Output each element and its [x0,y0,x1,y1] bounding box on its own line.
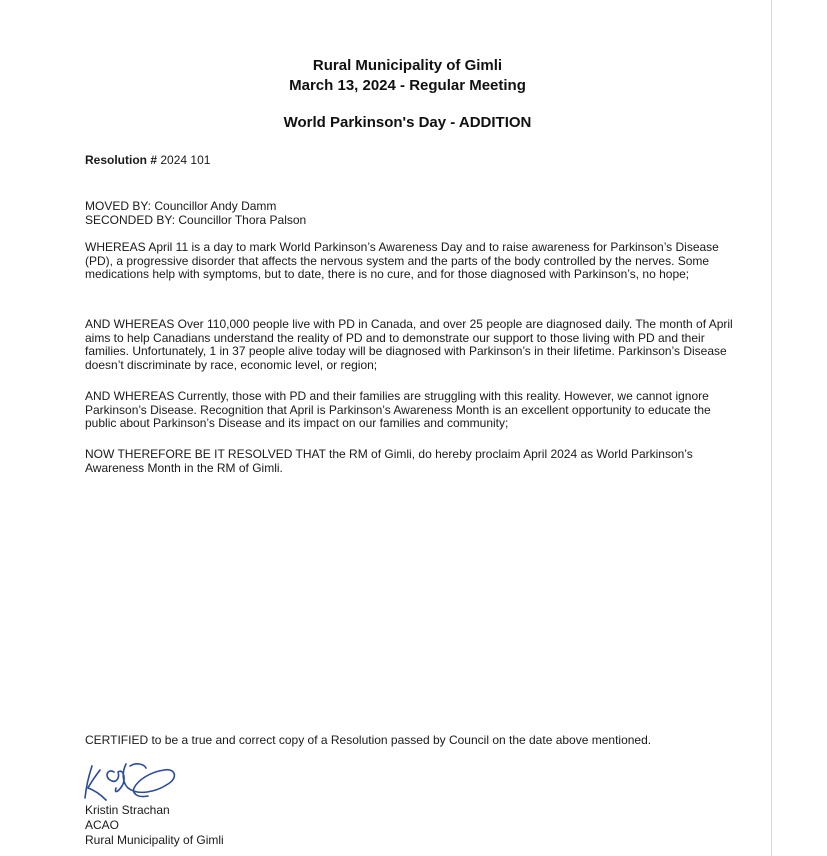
meeting-title: March 13, 2024 - Regular Meeting [289,77,526,94]
signatory-title: ACAO [85,818,120,832]
resolved-paragraph: NOW THEREFORE BE IT RESOLVED THAT the RM of Gimli, do hereby proclaim April 2024 as World Parkinson’s Awareness Month in the RM of Gimli. [85,447,693,475]
certification-statement: CERTIFIED to be a true and correct copy of a Resolution passed by Council on the date above mentioned. [85,733,652,747]
handwritten-signature [78,758,188,804]
resolution-number: 2024 101 [160,153,211,167]
municipality-title: Rural Municipality of Gimli [312,57,503,74]
signatory-name: Kristin Strachan [85,803,170,817]
resolution-label: Resolution # [85,153,158,167]
resolution-number-line [85,153,210,167]
seconded-by: SECONDED BY: Councillor Thora Palson [85,213,307,227]
whereas-paragraph-2: AND WHEREAS Over 110,000 people live with PD in Canada, and over 25 people are diagnosed daily. The month of April aims to help Canadians understand the reality of PD and to demonstrate our support to those living with PD and their families. Unfortunately, 1 in 37 people alive today will be diagnosed with Parkinson’s in their lifetime. Parkinson’s Disease doesn’t discriminate by race, economic level, or region; [85,317,733,372]
whereas-paragraph-3: AND WHEREAS Currently, those with PD and their families are struggling with this reality. However, we cannot ignore Parkinson’s Disease. Recognition that April is Parkinson’s Awareness Month is an excellent opportunity to educate the public about Parkinson’s Disease and its impact on our families and community; [85,389,711,431]
resolution-subject: World Parkinson's Day - ADDITION [283,114,532,131]
moved-by: MOVED BY: Councillor Andy Damm [85,199,277,213]
signatory-organization: Rural Municipality of Gimli [85,833,224,847]
whereas-paragraph-1: WHEREAS April 11 is a day to mark World Parkinson’s Awareness Day and to raise awareness for Parkinson’s Disease (PD), a progressive disorder that affects the nervous system and the parts of the body controlled by the nerves. Some medications help with symptoms, but to date, there is no cure, and for those diagnosed with Parkinson’s, no hope; [85,240,719,282]
